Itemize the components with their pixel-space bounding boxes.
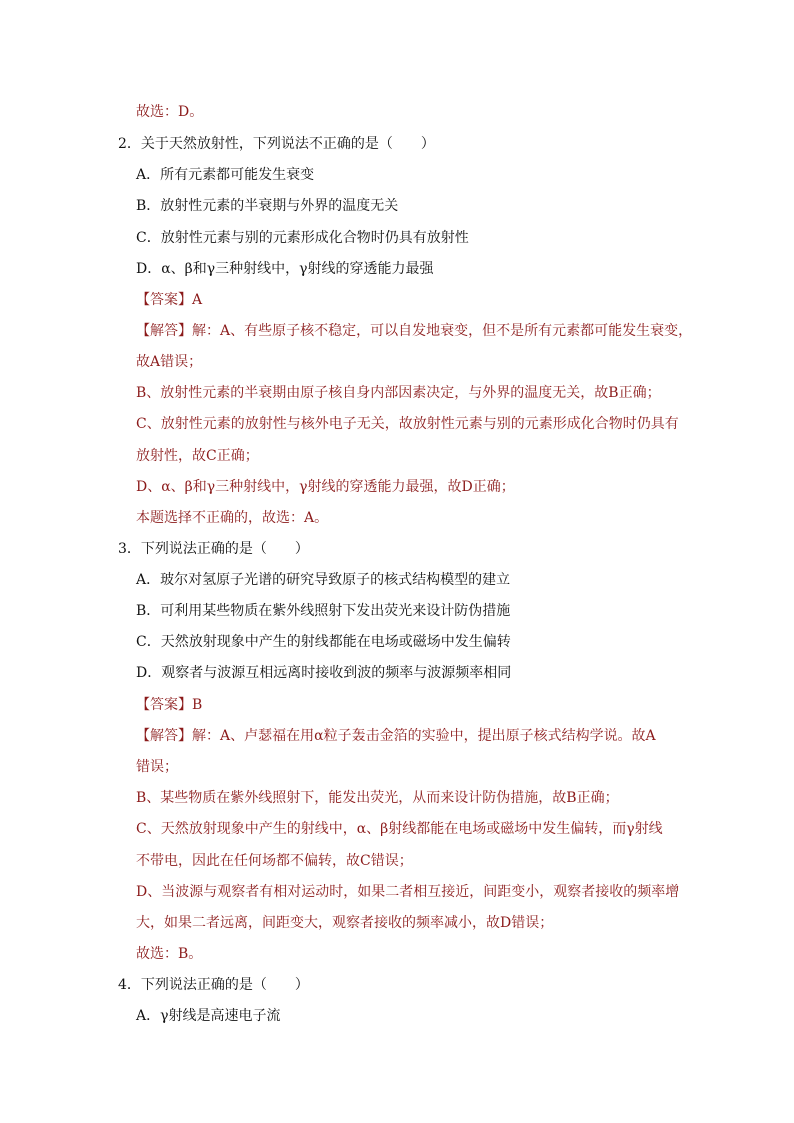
- question-2-stem: 2．关于天然放射性，下列说法不正确的是（ ）: [118, 136, 435, 152]
- question-3-explanation-line-8: 故选：B。: [136, 946, 203, 962]
- question-3-option-a: A．玻尔对氢原子光谱的研究导致原子的核式结构模型的建立: [136, 572, 511, 588]
- question-2-option-a: A．所有元素都可能发生衰变: [136, 167, 315, 183]
- question-3-explanation-line-1: 【解答】解：A、卢瑟福在用α粒子轰击金箔的实验中，提出原子核式结构学说。故A: [136, 728, 656, 744]
- question-3-option-b: B．可利用某些物质在紫外线照射下发出荧光来设计防伪措施: [136, 603, 511, 619]
- question-3-option-d: D．观察者与波源互相远离时接收到波的频率与波源频率相同: [136, 665, 512, 681]
- question-2-explanation-line-1: 【解答】解：A、有些原子核不稳定，可以自发地衰变，但不是所有元素都可能发生衰变，: [136, 323, 693, 339]
- question-2-explanation-line-6: D、α、β和γ三种射线中，γ射线的穿透能力最强，故D正确；: [136, 479, 515, 495]
- question-2-explanation-line-7: 本题选择不正确的，故选：A。: [136, 510, 329, 526]
- question-3-explanation-line-5: 不带电，因此在任何场都不偏转，故C错误；: [136, 853, 413, 869]
- question-4-stem: 4．下列说法正确的是（ ）: [118, 977, 309, 993]
- question-3-explanation-line-4: C、天然放射现象中产生的射线中，α、β射线都能在电场或磁场中发生偏转，而γ射线: [136, 821, 663, 837]
- question-3-explanation-line-3: B、某些物质在紫外线照射下，能发出荧光，从而来设计防伪措施，故B正确；: [136, 790, 619, 806]
- question-3-option-c: C．天然放射现象中产生的射线都能在电场或磁场中发生偏转: [136, 634, 511, 650]
- question-2-option-c: C．放射性元素与别的元素形成化合物时仍具有放射性: [136, 230, 469, 246]
- question-3-explanation-line-7: 大，如果二者远离，间距变大，观察者接收的频率减小，故D错误；: [136, 915, 554, 931]
- question-3-answer: 【答案】B: [136, 697, 203, 713]
- answer-conclusion-q1: 故选：D。: [136, 104, 204, 120]
- question-3-stem: 3．下列说法正确的是（ ）: [118, 541, 309, 557]
- question-3-explanation-line-2: 错误；: [136, 759, 178, 775]
- question-2-explanation-line-4: C、放射性元素的放射性与核外电子无关，故放射性元素与别的元素形成化合物时仍具有: [136, 416, 679, 432]
- question-3-explanation-line-6: D、当波源与观察者有相对运动时，如果二者相互接近，间距变小，观察者接收的频率增: [136, 884, 680, 900]
- question-2-explanation-line-5: 放射性，故C正确；: [136, 448, 259, 464]
- question-4-option-a: A．γ射线是高速电子流: [136, 1008, 281, 1024]
- question-2-explanation-line-2: 故A错误；: [136, 354, 203, 370]
- question-2-option-d: D．α、β和γ三种射线中，γ射线的穿透能力最强: [136, 261, 434, 277]
- question-2-explanation-line-3: B、放射性元素的半衰期由原子核自身内部因素决定，与外界的温度无关，故B正确；: [136, 385, 661, 401]
- question-2-answer: 【答案】A: [136, 292, 203, 308]
- question-2-option-b: B．放射性元素的半衰期与外界的温度无关: [136, 198, 399, 214]
